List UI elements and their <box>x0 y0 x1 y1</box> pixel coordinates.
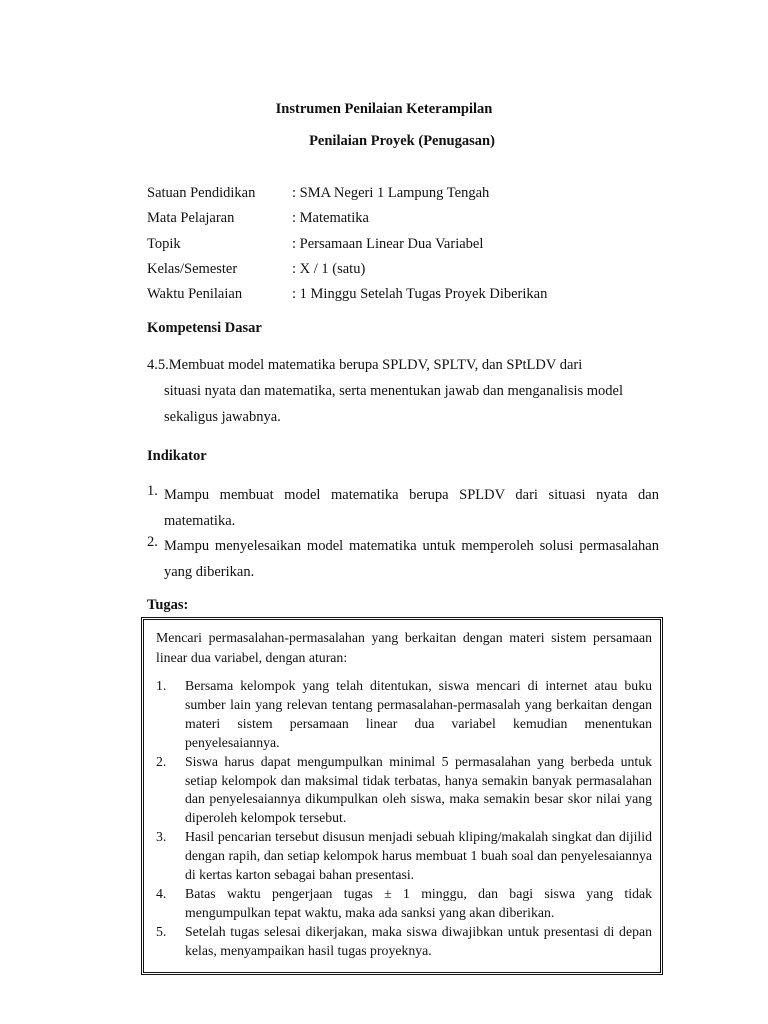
meta-value: : SMA Negeri 1 Lampung Tengah <box>292 185 490 201</box>
meta-row <box>147 206 547 231</box>
list-item <box>156 885 652 923</box>
rule-text: Bersama kelompok yang telah ditentukan, siswa mencari di internet atau buku sumber lain yang relevan tentang permasalahan-permasalah yang berkaitan dengan materi sistem persamaan linear dua variabel kemudian menentukan penyelesaiannya. <box>185 678 652 750</box>
meta-label: Kelas/Semester <box>147 260 238 277</box>
indikator-text: Mampu membuat model matematika berupa SPLDV dari situasi nyata dan matematika. <box>164 487 659 529</box>
rule-text: Siswa harus dapat mengumpulkan minimal 5 permasalahan yang berbeda untuk setiap kelompok dan maksimal tidak terbatas, hanya semakin banyak permasalahan dan penyelesaiannya dikumpulkan oleh siswa, maka semakin besar skor nilai yang diperoleh kelompok tersebut. <box>185 753 652 826</box>
meta-row <box>147 232 547 257</box>
list-item <box>156 923 652 961</box>
rule-number: 1. <box>156 678 167 693</box>
rule-number: 3. <box>156 829 167 845</box>
indikator-number: 2. <box>147 534 158 550</box>
list-item <box>156 753 652 829</box>
indikator-list <box>147 483 659 585</box>
kompetensi-line-3: sekaligus jawabnya. <box>164 409 281 425</box>
rule-text: Batas waktu pengerjaan tugas ± 1 minggu, dan bagi siswa yang tidak mengumpulkan tepat waktu, maka ada sanksi yang akan diberikan. <box>185 885 652 920</box>
task-rules <box>156 677 652 961</box>
meta-value: : X / 1 (satu) <box>292 260 366 277</box>
list-item <box>147 483 659 534</box>
list-item <box>147 534 659 585</box>
meta-value: : 1 Minggu Setelah Tugas Proyek Diberikan <box>292 286 548 303</box>
meta-label: Satuan Pendidikan <box>147 185 256 201</box>
meta-label: Waktu Penilaian <box>147 286 243 303</box>
list-item <box>156 828 652 885</box>
document-title: Instrumen Penilaian Keterampilan <box>275 101 493 117</box>
identity-table <box>147 181 547 307</box>
meta-row <box>147 257 547 282</box>
task-box <box>156 628 652 961</box>
tugas-heading: Tugas: <box>147 597 189 613</box>
rule-number: 5. <box>156 923 167 939</box>
rule-text: Hasil pencarian tersebut disusun menjadi sebuah kliping/makalah singkat dan dijilid dengan rapih, dan setiap kelompok harus membuat 1 buah soal dan penyelesaiannya di kertas karton sebagai bahan presentasi. <box>185 829 652 883</box>
rule-number: 4. <box>156 885 167 901</box>
meta-value: : Matematika <box>292 210 369 227</box>
meta-row <box>147 282 547 307</box>
list-item <box>156 677 652 753</box>
meta-value: : Persamaan Linear Dua Variabel <box>292 235 484 252</box>
indikator-text: Mampu menyelesaikan model matematika untuk memperoleh solusi permasalahan yang diberikan. <box>164 538 659 580</box>
meta-row <box>147 181 547 206</box>
rule-text: Setelah tugas selesai dikerjakan, maka siswa diwajibkan untuk presentasi di depan kelas, menyampaikan hasil tugas proyeknya. <box>185 923 652 958</box>
kompetensi-heading: Kompetensi Dasar <box>147 320 262 336</box>
meta-label: Mata Pelajaran <box>147 210 235 227</box>
indikator-number: 1. <box>147 483 158 499</box>
rule-number: 2. <box>156 753 167 769</box>
kompetensi-line-1: 4.5.Membuat model matematika berupa SPLDV, SPLTV, dan SPtLDV dari <box>147 357 583 373</box>
meta-label: Topik <box>147 235 181 252</box>
indikator-heading: Indikator <box>147 448 207 464</box>
document-subtitle: Penilaian Proyek (Penugasan) <box>309 133 495 149</box>
kompetensi-line-2: situasi nyata dan matematika, serta menentukan jawab dan menganalisis model <box>164 383 624 399</box>
task-intro: Mencari permasalahan-permasalahan yang berkaitan dengan materi sistem persamaan linear dua variabel, dengan aturan: <box>156 630 652 665</box>
